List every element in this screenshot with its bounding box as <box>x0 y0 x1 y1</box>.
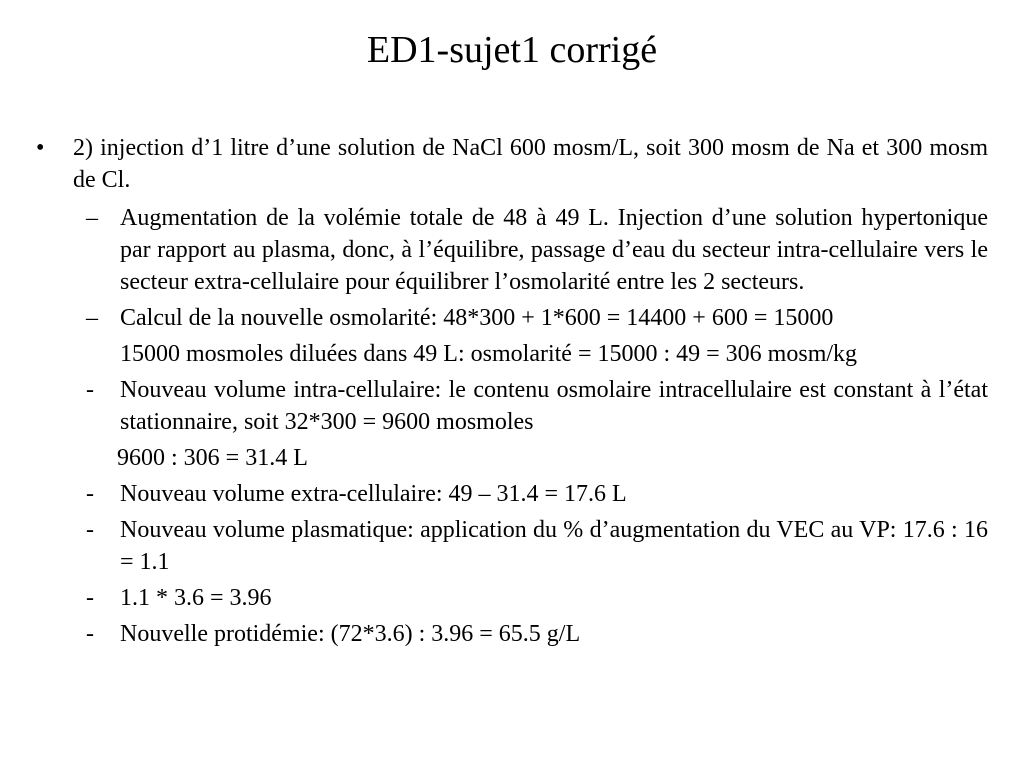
sub-item-multiplication <box>86 582 988 614</box>
hyphen-marker: - <box>86 517 94 543</box>
slide-content <box>0 132 1024 650</box>
hyphen-marker: - <box>86 585 94 611</box>
sub-item-volume-plasmatique <box>86 514 988 578</box>
item-text: 1.1 * 3.6 = 3.96 <box>120 585 272 611</box>
item-text: Nouveau volume plasmatique: application du % d’augmentation du VEC au VP: 17.6 : 16 = 1.1 <box>120 517 988 575</box>
sub-item-volemie <box>86 202 988 298</box>
dash-marker: – <box>86 205 98 231</box>
sub-item-dilution <box>120 338 988 370</box>
sub-item-volume-intracellulaire <box>86 374 988 438</box>
sub-item-volume-extracellulaire <box>86 478 988 510</box>
bullet-marker: • <box>36 135 45 161</box>
item-text: 15000 mosmoles diluées dans 49 L: osmolarité = 15000 : 49 = 306 mosm/kg <box>120 341 858 367</box>
bullet-item-injection <box>36 132 988 196</box>
item-text: 9600 : 306 = 31.4 L <box>117 445 308 471</box>
item-text: Nouveau volume intra-cellulaire: le contenu osmolaire intracellulaire est constant à l’état stationnaire, soit 32*300 = 9600 mosmoles <box>120 377 988 435</box>
sub-item-calcul-osmolarite <box>86 302 988 334</box>
hyphen-marker: - <box>86 377 94 403</box>
sub-item-resultat-intracellulaire <box>117 442 988 474</box>
hyphen-marker: - <box>86 481 94 507</box>
item-text: Augmentation de la volémie totale de 48 à 49 L. Injection d’une solution hypertonique par rapport au plasma, donc, à l’équilibre, passage d’eau du secteur intra-cellulaire vers le secteur extra-cellulaire pour équilibrer l’osmolarité entre les 2 secteurs. <box>120 205 988 295</box>
item-text: 2) injection d’1 litre d’une solution de NaCl 600 mosm/L, soit 300 mosm de Na et 300 mosm de Cl. <box>73 135 988 193</box>
slide-title: ED1-sujet1 corrigé <box>366 29 658 71</box>
dash-marker: – <box>86 305 98 331</box>
sub-item-protidemie <box>86 618 988 650</box>
item-text: Nouvelle protidémie: (72*3.6) : 3.96 = 65.5 g/L <box>120 621 581 647</box>
item-text: Nouveau volume extra-cellulaire: 49 – 31.4 = 17.6 L <box>120 481 627 507</box>
item-text: Calcul de la nouvelle osmolarité: 48*300 + 1*600 = 14400 + 600 = 15000 <box>120 305 834 331</box>
hyphen-marker: - <box>86 621 94 647</box>
